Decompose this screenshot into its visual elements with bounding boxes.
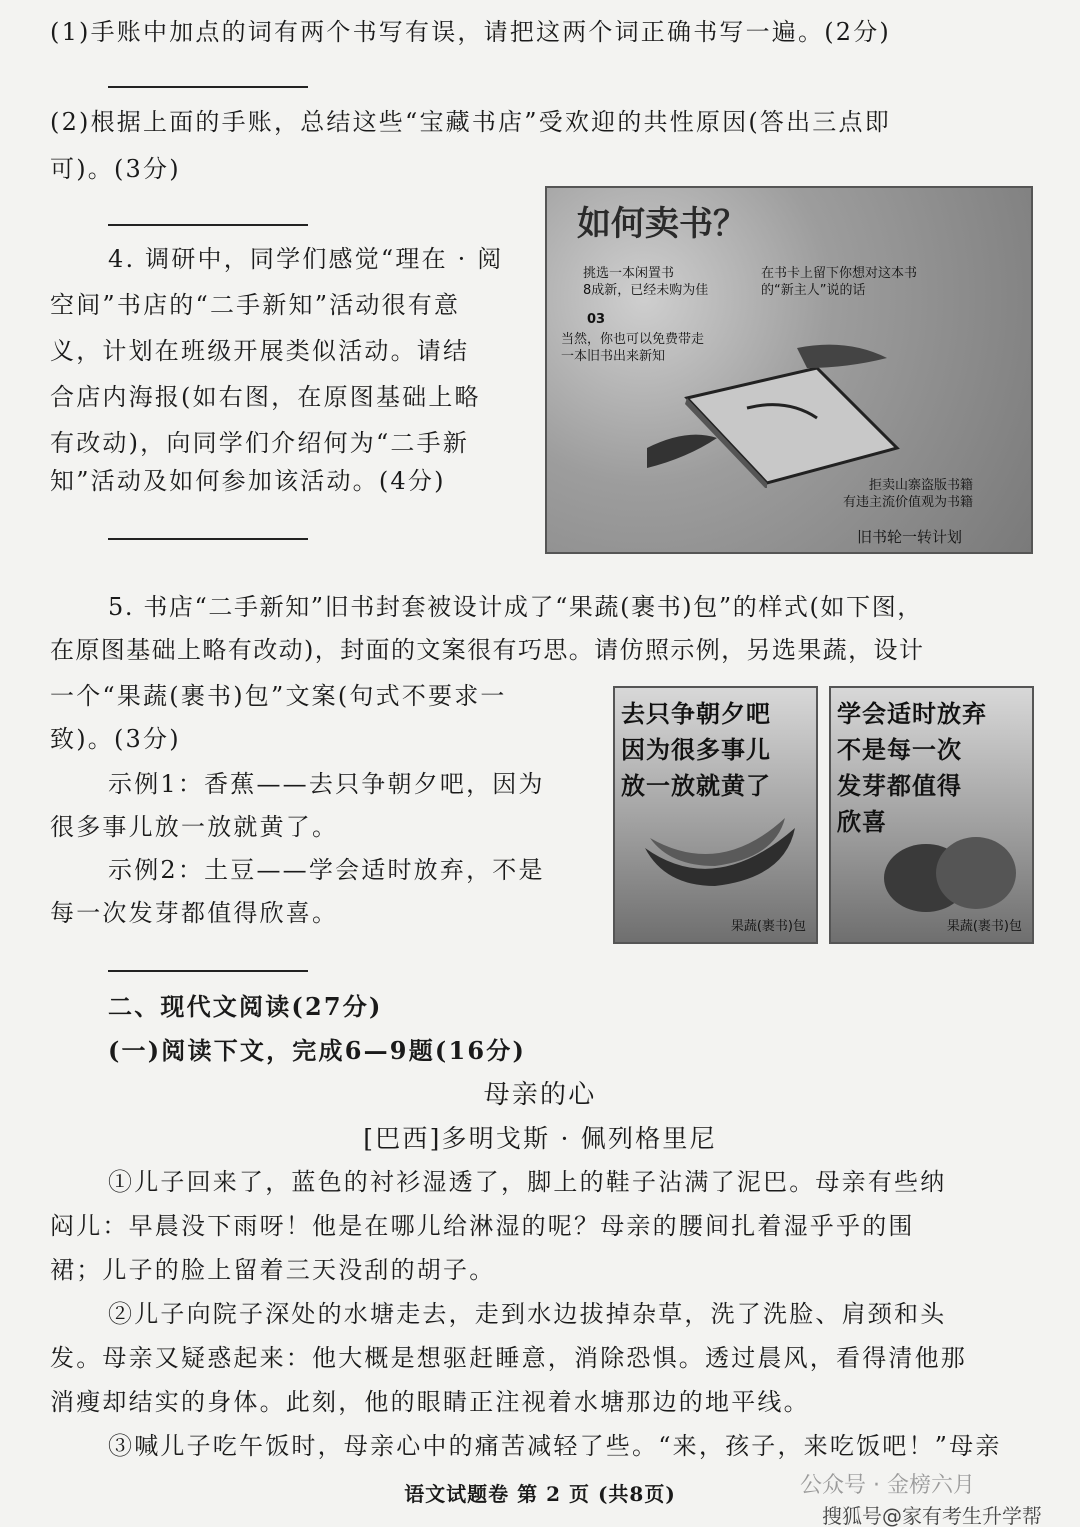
page-footer: 语文试题卷 第 2 页 (共8页) <box>404 1482 676 1506</box>
poster-step2: 在书卡上留下你想对这本书 的“新主人”说的话 <box>761 266 918 298</box>
story-line-6: 消瘦却结实的身体。此刻，他的眼睛正注视着水塘那边的地平线。 <box>50 1388 810 1416</box>
bag2-line1: 学会适时放弃 <box>837 700 987 728</box>
poster-step1: 挑选一本闲置书 8成新，已经未购为佳 <box>583 266 709 298</box>
poster-title: 如何卖书？ <box>577 204 747 244</box>
q4-line-5: 有改动)，向同学们介绍何为“二手新 <box>50 429 470 457</box>
q5-line4: 致)。(3分) <box>50 725 181 753</box>
q3-sub2-line2: 可)。(3分) <box>50 155 181 183</box>
q5-example2-line1: 示例2：土豆——学会适时放弃，不是 <box>108 856 545 884</box>
banana-book-bag-image <box>613 686 818 944</box>
story-line-7: ③喊儿子吃午饭时，母亲心中的痛苦减轻了些。“来，孩子，来吃饭吧！”母亲 <box>108 1432 1002 1460</box>
q4-line-4: 合店内海报(如右图，在原图基础上略 <box>50 383 481 411</box>
answer-line <box>108 538 308 540</box>
q5-example2-line2: 每一次发芽都值得欣喜。 <box>50 899 339 927</box>
bag2-label: 果蔬(裹书)包 <box>946 919 1022 934</box>
story-line-2: 闷儿：早晨没下雨呀！他是在哪儿给淋湿的呢？母亲的腰间扎着湿乎乎的围 <box>50 1212 915 1240</box>
answer-line <box>108 86 308 88</box>
story-line-5: 发。母亲又疑惑起来：他大概是想驱赶睡意，消除恐惧。透过晨风，看得清他那 <box>50 1344 967 1372</box>
poster-step5: 旧书轮一转计划 <box>857 528 963 546</box>
bag2-line4: 欣喜 <box>837 808 887 836</box>
poster-step3: 当然，你也可以免费带走 一本旧书出来新知 <box>561 332 705 364</box>
story-title: 母亲的心 <box>483 1080 597 1110</box>
bag2-line2: 不是每一次 <box>837 736 962 764</box>
story-author: [巴西]多明戈斯 · 佩列格里尼 <box>363 1124 717 1153</box>
potato-book-bag-image <box>829 686 1034 944</box>
q3-sub1: (1)手账中加点的词有两个书写有误，请把这两个词正确书写一遍。(2分) <box>50 18 891 46</box>
poster-step3-number: 03 <box>587 312 606 327</box>
section2-heading: 二、现代文阅读(27分) <box>108 992 383 1021</box>
potato-icon <box>881 828 1021 918</box>
watermark-wechat: 公众号 · 金榜六月 <box>800 1473 975 1498</box>
q5-example1-line1: 示例1：香蕉——去只争朝夕吧，因为 <box>108 770 545 798</box>
banana-icon <box>635 808 805 898</box>
q4-line-2: 空间”书店的“二手新知”活动很有意 <box>50 291 461 319</box>
q5-line2: 在原图基础上略有改动)，封面的文案很有巧思。请仿照示例，另选果蔬，设计 <box>50 636 925 664</box>
bag1-line3: 放一放就黄了 <box>621 772 771 800</box>
bag1-line1: 去只争朝夕吧 <box>621 700 771 728</box>
q4-line-3: 义，计划在班级开展类似活动。请结 <box>50 337 470 365</box>
story-line-4: ②儿子向院子深处的水塘走去，走到水边拔掉杂草，洗了洗脸、肩颈和头 <box>108 1300 947 1328</box>
story-line-3: 裙；儿子的脸上留着三天没刮的胡子。 <box>50 1256 496 1284</box>
section2-subheading: (一)阅读下文，完成6—9题(16分) <box>108 1036 527 1065</box>
q5-line3: 一个“果蔬(裹书)包”文案(句式不要求一 <box>50 682 507 710</box>
q3-sub2-line1: (2)根据上面的手账，总结这些“宝藏书店”受欢迎的共性原因(答出三点即 <box>50 108 891 136</box>
q5-line1: 5. 书店“二手新知”旧书封套被设计成了“果蔬(裹书)包”的样式(如下图， <box>108 593 923 621</box>
bag1-line2: 因为很多事儿 <box>621 736 771 764</box>
q5-example1-line2: 很多事儿放一放就黄了。 <box>50 813 339 841</box>
bag2-line3: 发芽都值得 <box>837 772 962 800</box>
book-illustration-icon <box>647 338 907 488</box>
q4-line-6: 知”活动及如何参加该活动。(4分) <box>50 467 446 495</box>
watermark-sohu: 搜狐号@家有考生升学帮 <box>822 1504 1042 1527</box>
poster-step4: 拒卖山寨盗版书籍 有违主流价值观为书籍 <box>843 478 974 510</box>
answer-line <box>108 224 308 226</box>
bag1-label: 果蔬(裹书)包 <box>730 919 806 934</box>
q4-line-1: 4. 调研中，同学们感觉“理在 · 阅 <box>108 245 504 273</box>
answer-line <box>108 970 308 972</box>
story-line-1: ①儿子回来了，蓝色的衬衫湿透了，脚上的鞋子沾满了泥巴。母亲有些纳 <box>108 1168 947 1196</box>
second-hand-poster-image <box>545 186 1033 554</box>
